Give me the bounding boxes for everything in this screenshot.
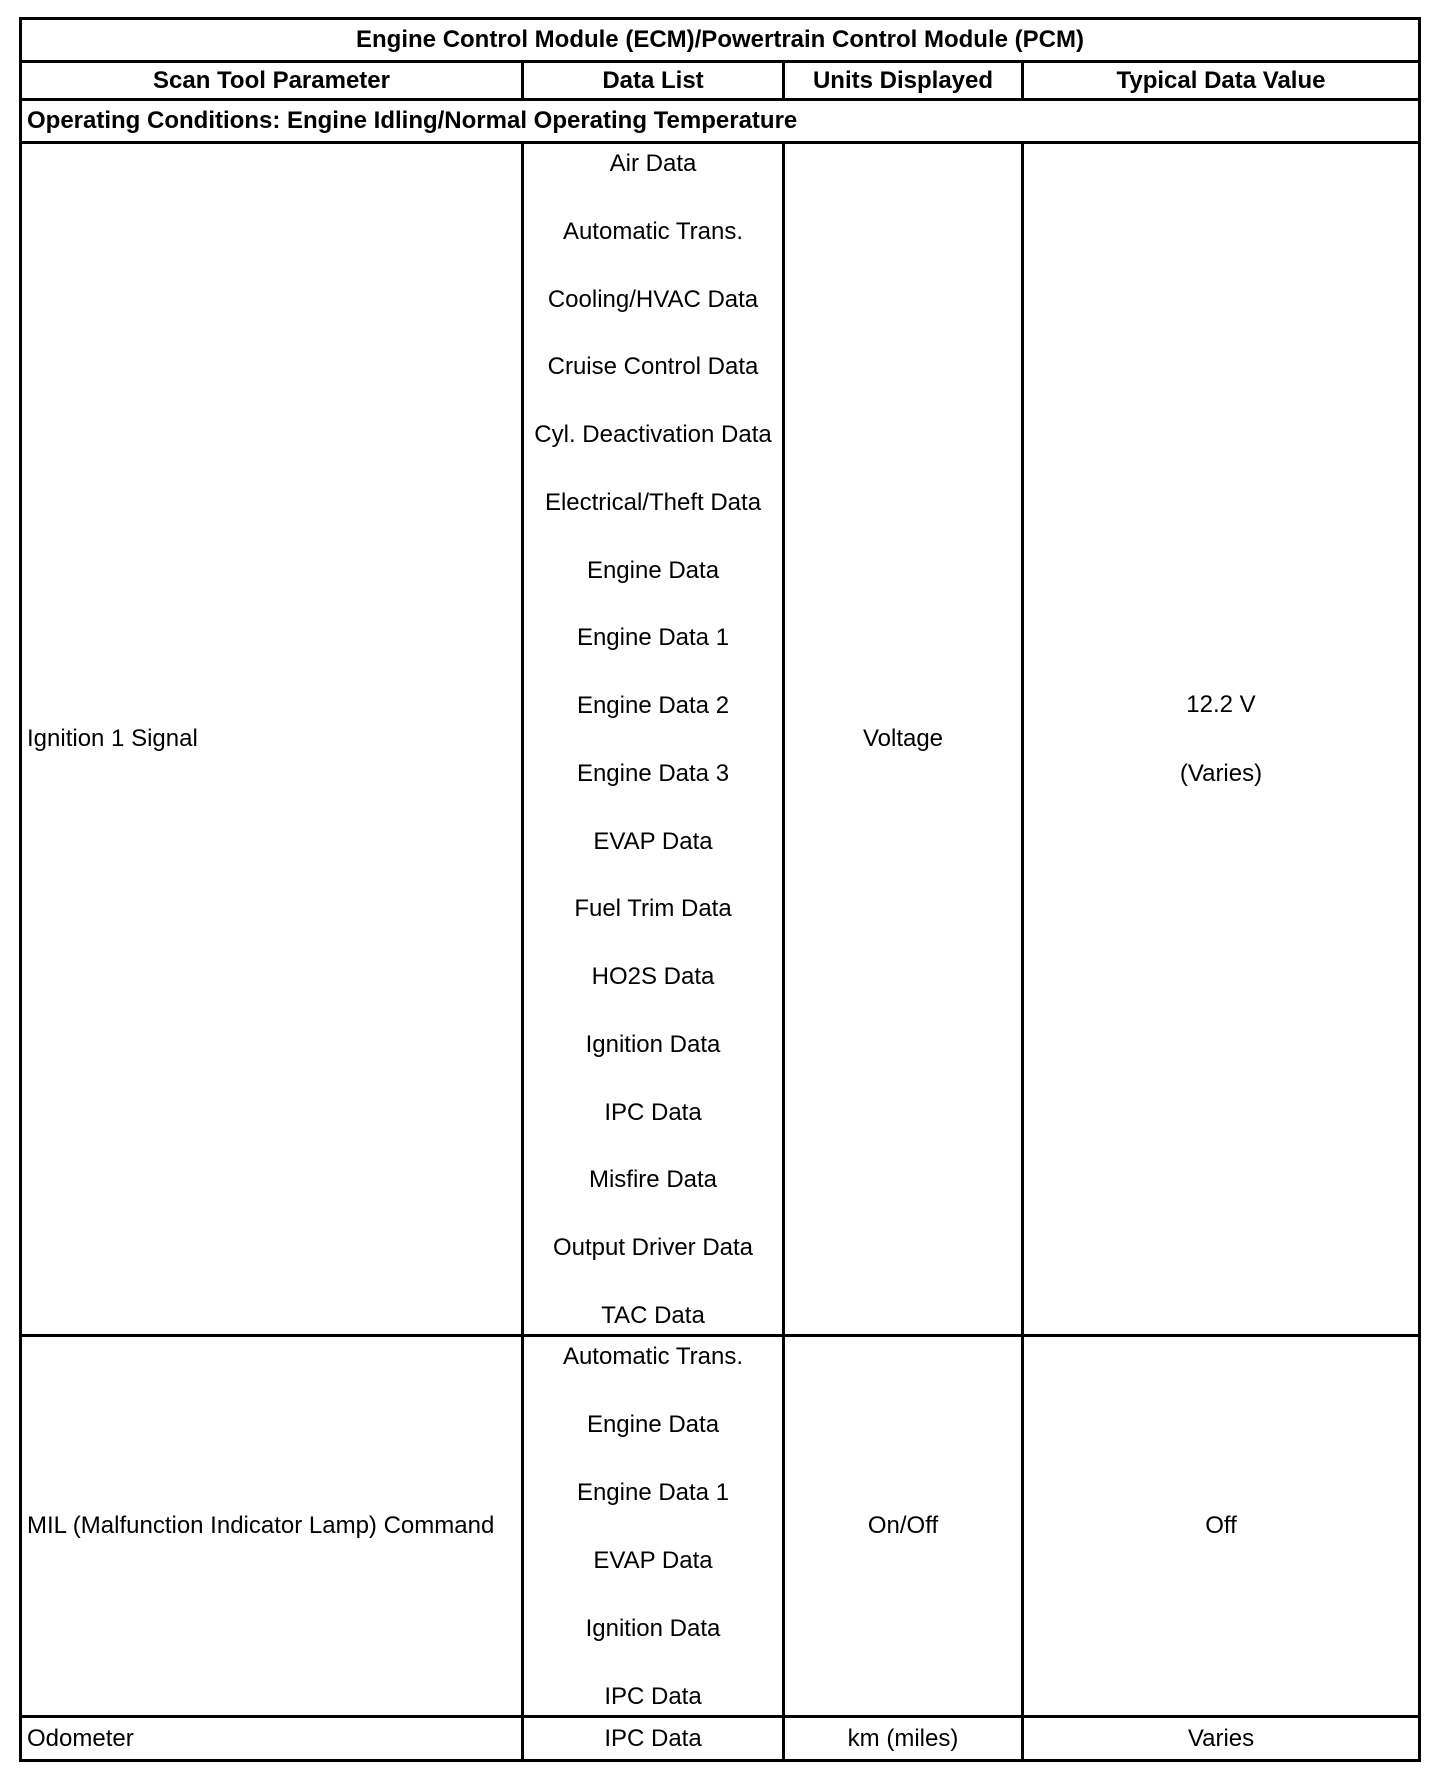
typical-value: 12.2 V — [1186, 690, 1256, 718]
list-item: Engine Data 1 — [576, 1479, 730, 1506]
list-item: Output Driver Data — [552, 1234, 754, 1261]
header-units-displayed: Units Displayed — [782, 60, 1024, 101]
list-item: Engine Data 2 — [576, 692, 730, 719]
list-item: Engine Data 1 — [576, 624, 730, 652]
list-item: Cooling/HVAC Data — [547, 285, 759, 313]
units-cell-mil: On/Off — [782, 1334, 1024, 1718]
table-title: Engine Control Module (ECM)/Powertrain Control Module (PCM) — [19, 17, 1421, 63]
typical-value-cell-ignition — [1021, 141, 1421, 1337]
list-item: Engine Data — [586, 556, 720, 584]
table-row-param-odometer: Odometer — [19, 1715, 524, 1762]
units-cell-ignition: Voltage — [782, 141, 1024, 1337]
list-item: Automatic Trans. — [562, 217, 744, 245]
list-item: Engine Data — [586, 1411, 720, 1438]
list-item: Fuel Trim Data — [574, 895, 732, 923]
header-scan-tool-parameter: Scan Tool Parameter — [19, 60, 524, 101]
typical-value-note: (Varies) — [1179, 759, 1263, 787]
list-item: Ignition Data — [585, 1615, 721, 1642]
list-item: IPC Data — [604, 1098, 702, 1126]
list-item: Electrical/Theft Data — [544, 488, 762, 516]
list-item: EVAP Data — [593, 827, 713, 855]
operating-conditions-row: Operating Conditions: Engine Idling/Normal Operating Temperature — [19, 98, 1421, 144]
list-item: Cruise Control Data — [547, 353, 759, 381]
list-item: IPC Data — [604, 1683, 702, 1710]
list-item: Air Data — [609, 150, 697, 177]
typical-value-cell-odometer: Varies — [1021, 1715, 1421, 1762]
units-cell-odometer: km (miles) — [782, 1715, 1024, 1762]
list-item: EVAP Data — [593, 1547, 713, 1574]
table-row-param-mil-command: MIL (Malfunction Indicator Lamp) Command — [19, 1334, 524, 1718]
list-item: Ignition Data — [585, 1030, 721, 1058]
list-item: HO2S Data — [591, 963, 715, 990]
header-typical-data-value: Typical Data Value — [1021, 60, 1421, 101]
list-item: TAC Data — [601, 1301, 705, 1329]
data-list-cell-mil — [521, 1334, 785, 1718]
header-data-list: Data List — [521, 60, 785, 101]
data-list-cell-ignition — [521, 141, 785, 1337]
list-item: Misfire Data — [588, 1166, 718, 1194]
list-item: Cyl. Deactivation Data — [534, 421, 772, 448]
typical-value-cell-mil: Off — [1021, 1334, 1421, 1718]
table-row-param-ignition-1-signal: Ignition 1 Signal — [19, 141, 524, 1337]
list-item: Engine Data 3 — [576, 759, 730, 787]
data-list-cell-odometer: IPC Data — [521, 1715, 785, 1762]
list-item: Automatic Trans. — [562, 1343, 744, 1370]
scan-tool-data-table — [19, 17, 1421, 1762]
